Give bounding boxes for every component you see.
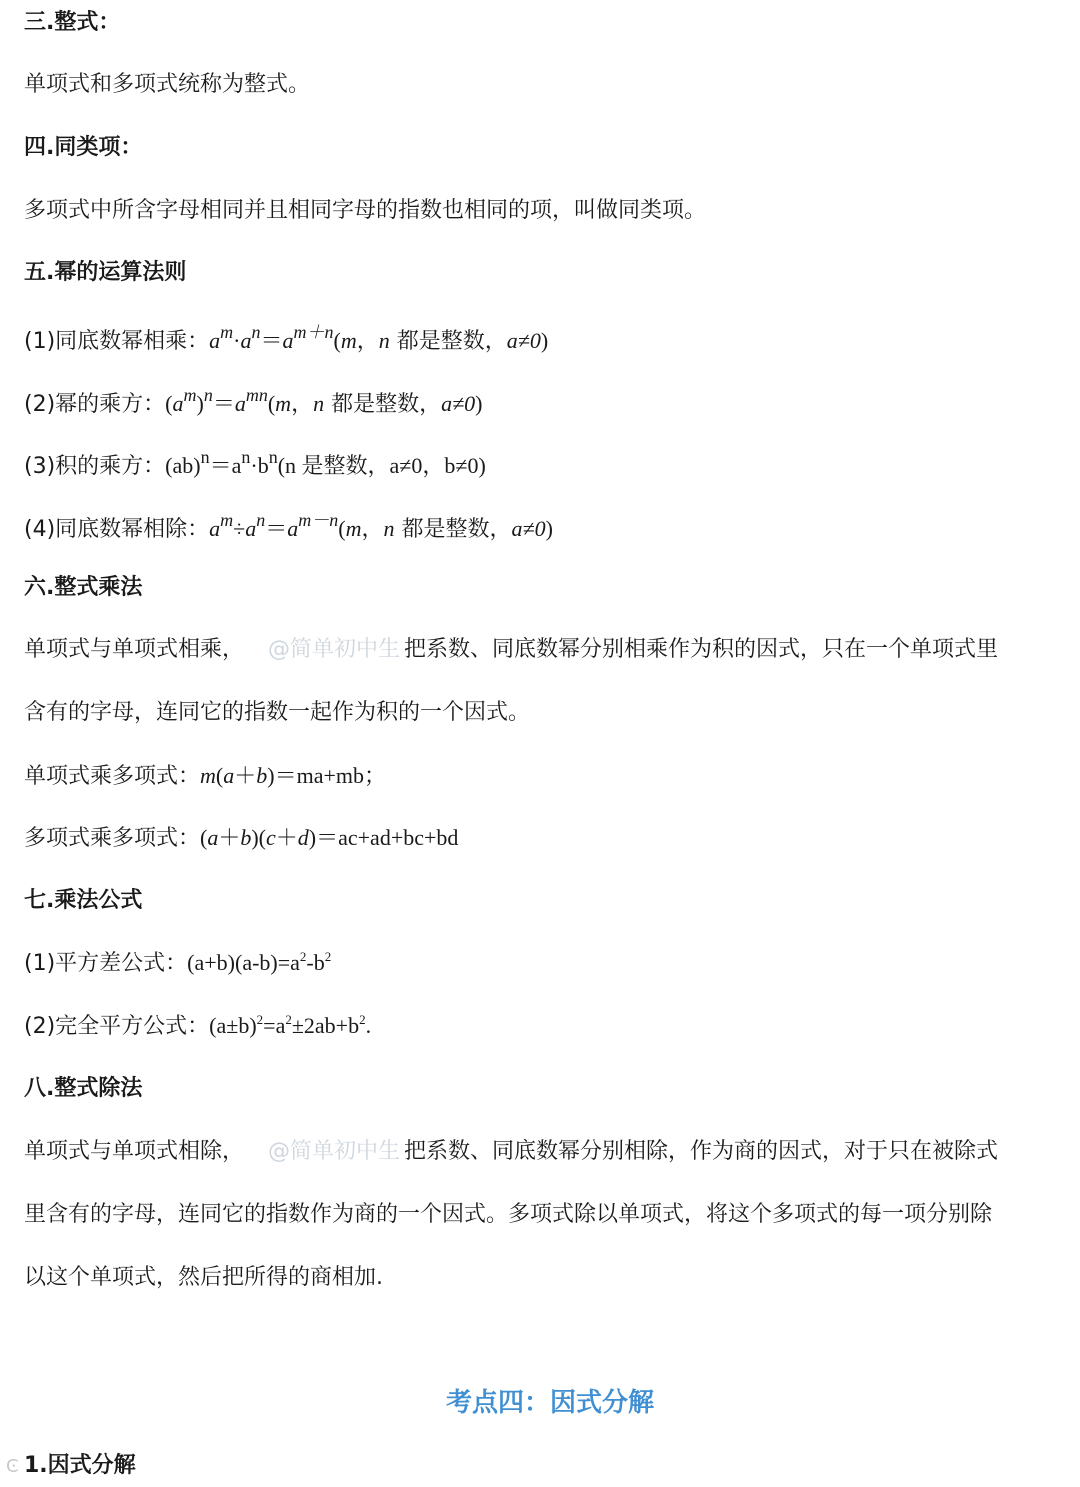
logo-watermark-icon: Ͼ: [6, 1456, 19, 1477]
section-heading-6: 六.整式乘法: [24, 575, 143, 600]
formula-perfect-square: [24, 1011, 371, 1042]
math-lhs: (ab): [165, 453, 201, 478]
rule-label: (2)完全平方公式：: [24, 1014, 210, 1039]
paragraph-4: 多项式中所含字母相同并且相同字母的指数也相同的项，叫做同类项。: [24, 198, 707, 223]
condition-var: n: [313, 391, 325, 416]
condition-text: 都是整数，: [324, 392, 442, 417]
math-var: d: [297, 825, 309, 850]
math-plus: ＋: [218, 826, 241, 851]
math-exponent: m: [220, 322, 234, 342]
condition-var: a≠0: [511, 516, 546, 541]
math-var: m: [200, 763, 216, 788]
math-dot: ·: [250, 453, 258, 478]
math-equals: ＝: [260, 329, 283, 354]
condition-var: a≠0: [506, 328, 541, 353]
power-rule-4: [24, 510, 553, 545]
section-heading-3: 三.整式：: [24, 10, 121, 35]
math-paren: ): [308, 825, 317, 850]
math-paren: (: [165, 391, 173, 416]
math-var: b: [256, 763, 268, 788]
math-expr: =a: [263, 1013, 286, 1038]
poly-times-poly: [24, 823, 458, 854]
math-exponent: mn: [245, 385, 268, 405]
math-exponent: 2: [324, 949, 332, 964]
math-exponent: 2: [285, 1012, 292, 1027]
rule-label: (4)同底数幂相除：: [24, 517, 210, 542]
rule-label: (3)积的乘方：: [24, 454, 166, 479]
section-heading-8: 八.整式除法: [24, 1076, 143, 1101]
math-paren: )(: [251, 825, 267, 850]
math-paren: ): [267, 763, 275, 788]
rule-label: (2)幂的乘方：: [24, 392, 166, 417]
watermark: @简单初中生: [268, 637, 401, 662]
condition-var: m: [345, 516, 362, 541]
condition-close: ): [545, 516, 553, 541]
paragraph-6-line-1: [24, 635, 998, 665]
math-var: b: [240, 825, 252, 850]
section-heading-5: 五.幂的运算法则: [24, 260, 187, 285]
condition-open: (: [267, 391, 276, 416]
condition-open: (: [338, 516, 346, 541]
math-exponent: 2: [256, 1012, 264, 1027]
math-expr: (a+b)(a-b)=a: [187, 950, 300, 975]
math-paren: ): [196, 391, 204, 416]
math-exponent: n: [203, 385, 213, 405]
condition-comma: ，: [356, 329, 379, 354]
math-base: a: [209, 328, 221, 353]
math-base: a: [282, 328, 294, 353]
paragraph-3: 单项式和多项式统称为整式。: [24, 72, 311, 97]
paragraph-8-line-3: 以这个单项式，然后把所得的商相加.: [24, 1265, 383, 1290]
mono-times-poly: [24, 761, 386, 792]
math-expr: (a±b): [209, 1013, 257, 1038]
rule-label: (1)平方差公式：: [24, 951, 188, 976]
watermark: @简单初中生: [268, 1139, 401, 1164]
math-equals: ＝: [209, 454, 232, 479]
math-plus: ＋: [234, 764, 257, 789]
section-heading-factorization: 1.因式分解: [24, 1453, 136, 1478]
condition-var: m: [275, 391, 292, 416]
math-exponent: 2: [299, 949, 307, 964]
math-base: a: [240, 328, 252, 353]
condition-comma: ，: [361, 517, 384, 542]
math-exponent: m－n: [298, 510, 339, 530]
condition-open: (: [333, 328, 341, 353]
math-expr: -b: [306, 950, 325, 975]
math-exponent: m: [183, 385, 197, 405]
condition-close: ): [540, 328, 549, 353]
paragraph-8-line-2: 里含有的字母，连同它的指数作为商的一个因式。多项式除以单项式，将这个多项式的每一项分别除: [24, 1202, 993, 1227]
math-base: a: [231, 453, 242, 478]
math-paren: (: [200, 825, 208, 850]
text-run: 把系数、同底数幂分别相乘作为积的因式，只在一个单项式里: [404, 637, 999, 662]
section-heading-4: 四.同类项：: [24, 135, 143, 160]
math-paren: (: [215, 763, 224, 788]
power-rule-2: [24, 385, 483, 420]
text-run: 单项式与单项式相乘，: [24, 637, 245, 662]
condition-var: a≠0: [441, 391, 476, 416]
math-base: a: [245, 516, 257, 541]
math-plus: ＋: [275, 826, 298, 851]
condition-var: m: [340, 328, 357, 353]
formula-difference-of-squares: [24, 948, 331, 979]
math-equals: ＝: [212, 392, 235, 417]
math-base: a: [209, 516, 221, 541]
rule-label: (1)同底数幂相乘：: [24, 329, 210, 354]
math-base: b: [257, 453, 269, 478]
math-base: a: [234, 391, 246, 416]
math-exponent: m＋n: [293, 322, 334, 342]
condition-text: (n 是整数，a≠0，b≠0): [277, 453, 486, 478]
math-var: a: [207, 825, 219, 850]
condition-comma: ，: [291, 392, 314, 417]
power-rule-3: [24, 447, 486, 482]
math-base: a: [287, 516, 299, 541]
math-exponent: n: [256, 510, 266, 530]
condition-text: 都是整数，: [394, 517, 512, 542]
section-heading-7: 七.乘法公式: [24, 888, 143, 913]
kaodian-title: 考点四：因式分解: [445, 1388, 654, 1418]
math-var: c: [266, 825, 276, 850]
paragraph-6-line-2: 含有的字母，连同它的指数一起作为积的一个因式。: [24, 700, 531, 725]
math-exponent: 2: [359, 1012, 366, 1027]
rule-label: 单项式乘多项式：: [24, 764, 201, 789]
math-rhs: ＝ac+ad+bc+bd: [316, 825, 459, 850]
rule-label: 多项式乘多项式：: [24, 826, 201, 851]
condition-text: 都是整数，: [389, 329, 507, 354]
math-period: .: [365, 1013, 372, 1038]
math-var: a: [223, 763, 235, 788]
math-base: a: [172, 391, 184, 416]
math-exponent: n: [241, 447, 251, 467]
math-expr: ±2ab+b: [291, 1013, 360, 1038]
math-divide: ÷: [233, 516, 246, 541]
condition-close: ): [475, 391, 483, 416]
math-exponent: n: [251, 322, 261, 342]
paragraph-8-line-1: [24, 1137, 998, 1167]
power-rule-1: [24, 322, 549, 357]
math-exponent: n: [268, 447, 278, 467]
text-run: 单项式与单项式相除，: [24, 1139, 245, 1164]
text-run: 把系数、同底数幂分别相除，作为商的因式，对于只在被除式: [404, 1139, 999, 1164]
condition-var: n: [383, 516, 395, 541]
math-equals: ＝: [265, 517, 288, 542]
math-exponent: n: [200, 447, 210, 467]
math-dot: ·: [233, 328, 241, 353]
condition-var: n: [378, 328, 390, 353]
math-rhs: ＝ma+mb；: [274, 763, 386, 788]
math-exponent: m: [220, 510, 234, 530]
